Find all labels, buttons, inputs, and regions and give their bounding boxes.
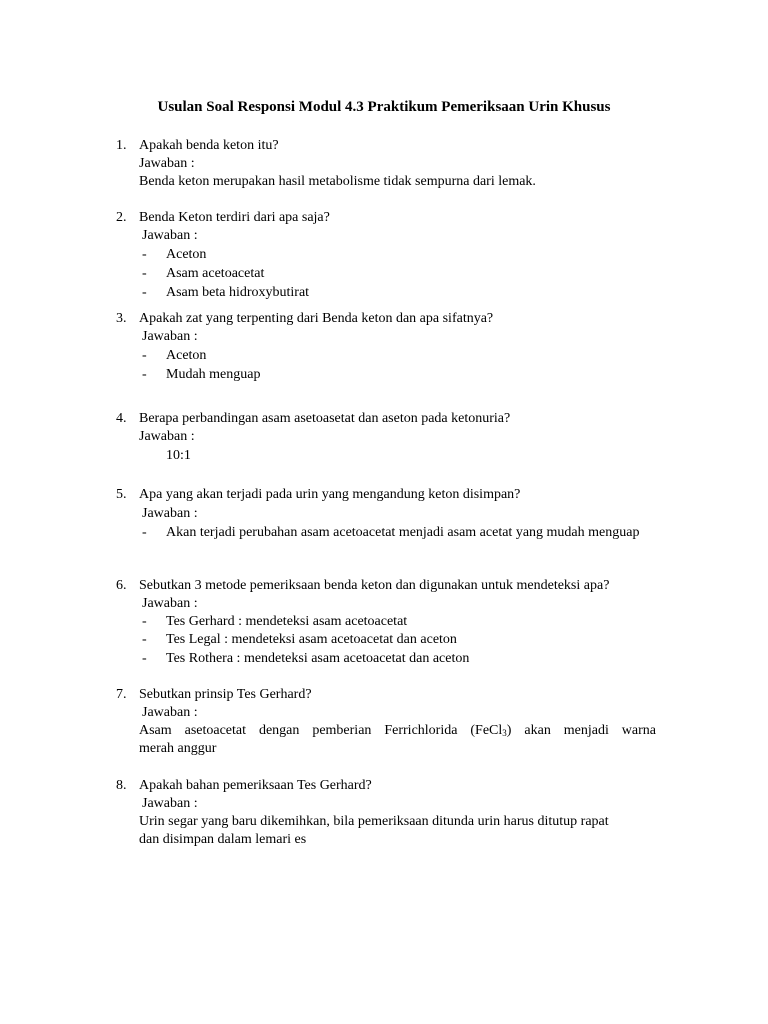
page-title: Usulan Soal Responsi Modul 4.3 Praktikum Pemeriksaan Urin Khusus — [157, 99, 611, 115]
question-number: 6. — [116, 578, 127, 593]
answer-text-part: Asam asetoacetat dengan pemberian Ferrichlorida (FeCl — [139, 723, 503, 738]
question-text: Berapa perbandingan asam asetoasetat dan aseton pada ketonuria? — [139, 411, 511, 426]
answer-label: Jawaban : — [142, 506, 198, 521]
answer-text: Urin segar yang baru dikemihkan, bila pemeriksaan ditunda urin harus ditutup rapat — [139, 814, 609, 829]
answer-text: 10:1 — [166, 448, 191, 463]
question-number: 7. — [116, 687, 127, 702]
question-text: Benda Keton terdiri dari apa saja? — [139, 210, 330, 225]
answer-list-item: Tes Rothera : mendeteksi asam acetoacetat dan aceton — [166, 651, 470, 666]
answer-text: Benda keton merupakan hasil metabolisme tidak sempurna dari lemak. — [139, 174, 536, 189]
question-number: 2. — [116, 210, 127, 225]
answer-label: Jawaban : — [142, 705, 198, 720]
question-text: Sebutkan prinsip Tes Gerhard? — [139, 687, 312, 702]
question-number: 3. — [116, 311, 127, 326]
answer-list-item: Akan terjadi perubahan asam acetoacetat menjadi asam acetat yang mudah menguap — [166, 525, 640, 540]
answer-list-item: Tes Gerhard : mendeteksi asam acetoacetat — [166, 614, 408, 629]
answer-label: Jawaban : — [142, 228, 198, 243]
question-number: 8. — [116, 778, 127, 793]
question-number: 4. — [116, 411, 127, 426]
chemical-subscript: 3 — [502, 728, 507, 738]
answer-list-item: Asam acetoacetat — [166, 266, 265, 281]
question-text: Apakah bahan pemeriksaan Tes Gerhard? — [139, 778, 372, 793]
question-text: Apa yang akan terjadi pada urin yang mengandung keton disimpan? — [139, 487, 521, 502]
answer-list-item: Aceton — [166, 348, 207, 363]
answer-label: Jawaban : — [142, 329, 198, 344]
answer-list-item: Asam beta hidroxybutirat — [166, 285, 310, 300]
answer-list-item: Tes Legal : mendeteksi asam acetoacetat dan aceton — [166, 632, 457, 647]
bullet-dash: - — [142, 348, 147, 363]
bullet-dash: - — [142, 525, 147, 540]
bullet-dash: - — [142, 266, 147, 281]
bullet-dash: - — [142, 285, 147, 300]
bullet-dash: - — [142, 614, 147, 629]
bullet-dash: - — [142, 247, 147, 262]
answer-label: Jawaban : — [142, 596, 198, 611]
answer-label: Jawaban : — [139, 156, 195, 171]
question-number: 1. — [116, 138, 127, 153]
bullet-dash: - — [142, 632, 147, 647]
question-text: Sebutkan 3 metode pemeriksaan benda keton dan digunakan untuk mendeteksi apa? — [139, 578, 610, 593]
answer-text-continuation: merah anggur — [139, 741, 217, 756]
answer-label: Jawaban : — [139, 429, 195, 444]
question-text: Apakah zat yang terpenting dari Benda keton dan apa sifatnya? — [139, 311, 494, 326]
question-text: Apakah benda keton itu? — [139, 138, 279, 153]
answer-text — [139, 722, 656, 740]
question-number: 5. — [116, 487, 127, 502]
bullet-dash: - — [142, 651, 147, 666]
answer-list-item: Mudah menguap — [166, 367, 261, 382]
bullet-dash: - — [142, 367, 147, 382]
answer-text-continuation: dan disimpan dalam lemari es — [139, 832, 307, 847]
answer-list-item: Aceton — [166, 247, 207, 262]
answer-text-part: ) akan menjadi warna — [506, 723, 657, 738]
answer-label: Jawaban : — [142, 796, 198, 811]
